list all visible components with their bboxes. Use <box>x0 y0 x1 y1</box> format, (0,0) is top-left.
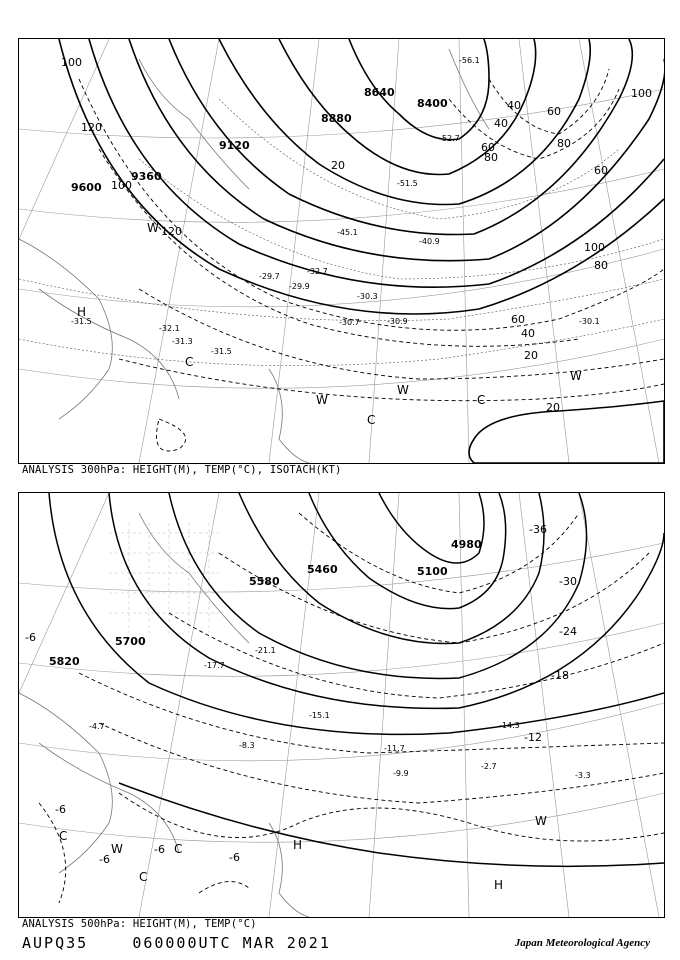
height-label: 5700 <box>115 635 146 648</box>
hatch-region <box>109 523 219 633</box>
isotherms <box>39 513 664 903</box>
height-contours <box>49 493 664 866</box>
closed-contour <box>469 401 664 463</box>
warm-center-marker: W <box>111 842 123 856</box>
isotach-label: 60 <box>547 105 561 118</box>
temp-obs-label: -21.1 <box>255 646 276 655</box>
height-label: 5460 <box>307 563 338 576</box>
height-label: 8640 <box>364 86 395 99</box>
high-pressure-marker: H <box>494 878 504 892</box>
isotherm-label: -6 <box>99 853 110 866</box>
isotach-label: 80 <box>484 151 498 164</box>
temp-obs-label: -8.3 <box>239 741 255 750</box>
height-label: 9600 <box>71 181 102 194</box>
isotach-label: 60 <box>511 313 525 326</box>
graticule <box>19 39 664 463</box>
height-label: 9120 <box>219 139 250 152</box>
isotach-label: 80 <box>557 137 571 150</box>
temp-obs-label: -3.3 <box>575 771 591 780</box>
high-pressure-marker: H <box>77 305 87 319</box>
temp-obs-label: -32.7 <box>307 267 328 276</box>
isotherm-label: -6 <box>55 803 66 816</box>
isotach-label: 100 <box>111 179 132 192</box>
temp-obs-label: -14.3 <box>499 721 520 730</box>
cold-center-marker: C <box>174 842 183 856</box>
temp-obs-label: -45.1 <box>337 228 358 237</box>
isotherm-label: -24 <box>559 625 577 638</box>
isotach-label: 80 <box>594 259 608 272</box>
height-label: 5820 <box>49 655 80 668</box>
temp-obs-label: -56.1 <box>459 56 480 65</box>
caption-300hpa: ANALYSIS 300hPa: HEIGHT(M), TEMP(°C), ISOTACH(KT) <box>22 464 342 476</box>
isotherm-label: -6 <box>229 851 240 864</box>
warm-center-marker: W <box>570 369 582 383</box>
isotach-label: 120 <box>161 225 182 238</box>
isotach-label: 100 <box>61 56 82 69</box>
isotach-label: 100 <box>631 87 652 100</box>
cold-center-marker: C <box>59 829 68 843</box>
isotach-label: 40 <box>494 117 508 130</box>
product-code: AUPQ35 <box>22 934 89 952</box>
temp-obs-label: -32.1 <box>159 324 180 333</box>
isotherm-label: -36 <box>529 523 547 536</box>
isotach-label: 20 <box>331 159 345 172</box>
map-300hpa <box>18 38 665 464</box>
temp-obs-label: -29.7 <box>259 272 280 281</box>
caption-500hpa: ANALYSIS 500hPa: HEIGHT(M), TEMP(°C) <box>22 918 257 930</box>
temp-obs-label: -2.7 <box>481 762 497 771</box>
warm-center-marker: W <box>147 221 159 235</box>
coastline <box>19 49 489 463</box>
cold-center-marker: C <box>477 393 486 407</box>
isotherm-label: -6 <box>154 843 165 856</box>
isotachs <box>79 69 664 451</box>
temp-obs-label: -40.9 <box>419 237 440 246</box>
map-300hpa-svg <box>19 39 664 463</box>
temp-obs-label: -30.3 <box>357 292 378 301</box>
isotach-label: 40 <box>507 99 521 112</box>
height-label: 9360 <box>131 170 162 183</box>
valid-time: 060000UTC MAR 2021 <box>132 934 331 952</box>
map-500hpa <box>18 492 665 918</box>
isotach-label: 40 <box>521 327 535 340</box>
agency-name: Japan Meteorological Agency <box>514 937 650 949</box>
height-label: 4980 <box>451 538 482 551</box>
temp-obs-label: -31.5 <box>211 347 232 356</box>
isotach-label: 100 <box>584 241 605 254</box>
isotherm-label: -30 <box>559 575 577 588</box>
isotach-label: 60 <box>594 164 608 177</box>
temp-obs-label: -52.7 <box>439 134 460 143</box>
temp-obs-label: -30.1 <box>579 317 600 326</box>
isotach-label: 60 <box>481 141 495 154</box>
height-label: 8400 <box>417 97 448 110</box>
warm-center-marker: W <box>316 393 328 407</box>
cold-center-marker: C <box>139 870 148 884</box>
temp-obs-label: -11.7 <box>384 744 405 753</box>
temp-obs-label: -31.5 <box>71 317 92 326</box>
height-label: 8880 <box>321 112 352 125</box>
isotherm-label: -6 <box>25 631 36 644</box>
temp-obs-label: -17.7 <box>204 661 225 670</box>
temp-obs-label: -9.9 <box>393 769 409 778</box>
temp-obs-label: -30.9 <box>387 317 408 326</box>
temp-obs-label: -31.3 <box>172 337 193 346</box>
height-label: 5100 <box>417 565 448 578</box>
temp-obs-label: -4.7 <box>89 722 105 731</box>
map-500hpa-svg <box>19 493 664 917</box>
isotach-label: 120 <box>81 121 102 134</box>
high-pressure-marker: H <box>293 838 303 852</box>
isotherm-label: -18 <box>551 669 569 682</box>
isotherm-label: -12 <box>524 731 542 744</box>
isotach-label: 20 <box>524 349 538 362</box>
temp-obs-label: -30.7 <box>339 318 360 327</box>
height-label: 5580 <box>249 575 280 588</box>
chart-code <box>22 934 331 952</box>
coastline <box>19 513 309 917</box>
warm-center-marker: W <box>535 814 547 828</box>
cold-center-marker: C <box>367 413 376 427</box>
temp-obs-label: -15.1 <box>309 711 330 720</box>
isotach-label: 20 <box>546 401 560 414</box>
cold-center-marker: C <box>185 355 194 369</box>
warm-center-marker: W <box>397 383 409 397</box>
temp-obs-label: -51.5 <box>397 179 418 188</box>
temp-obs-label: -29.9 <box>289 282 310 291</box>
